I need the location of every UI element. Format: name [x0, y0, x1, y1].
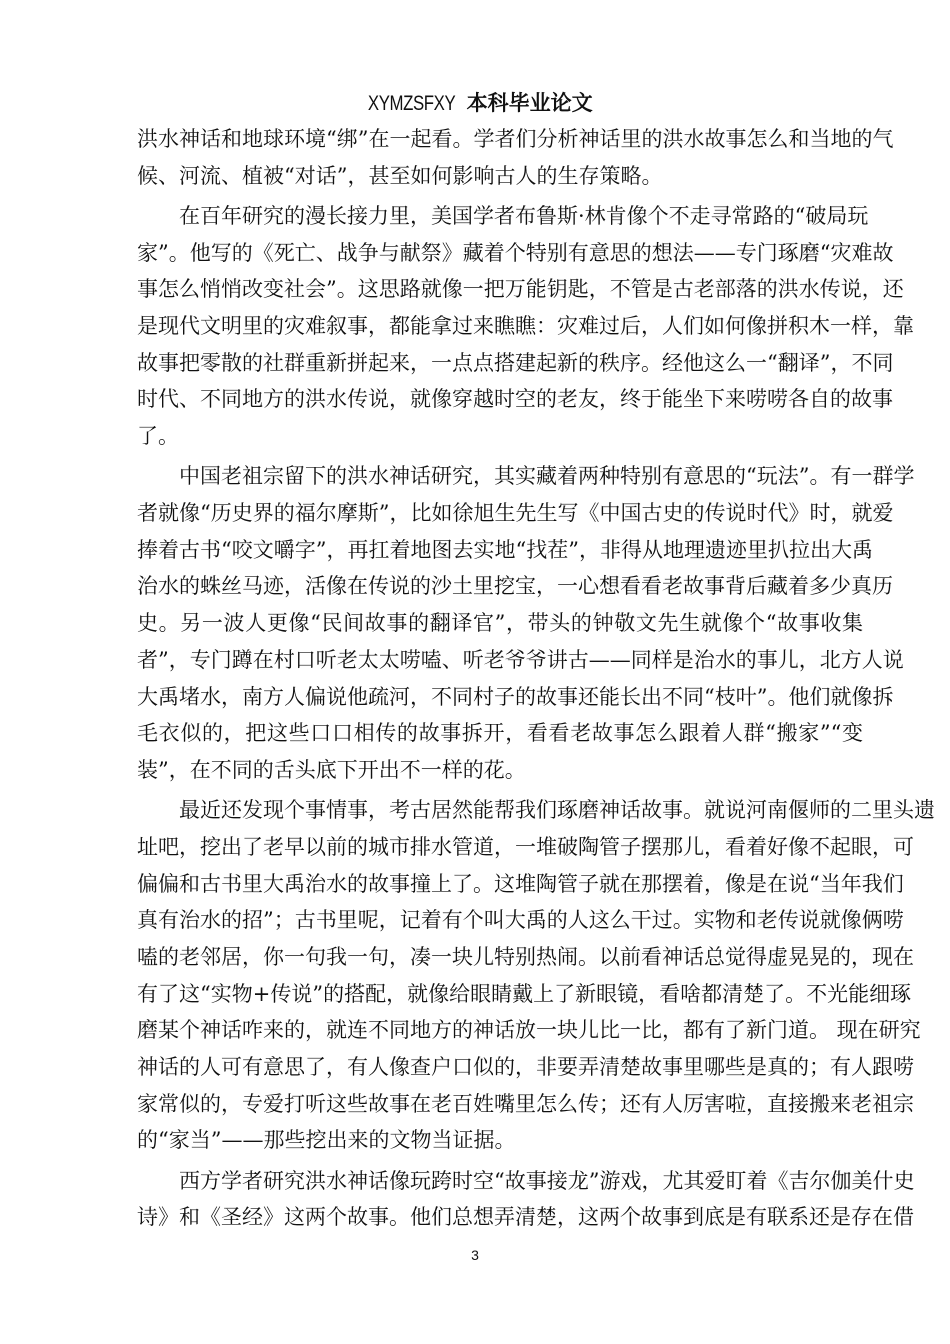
- text-line: 家常似的，专爱打听这些故事在老百姓嘴里怎么传；还有人厉害啦，直接搬来老祖宗: [137, 1091, 914, 1116]
- text-line: 西方学者研究洪水神话像玩跨时空“故事接龙”游戏，尤其爱盯着《吉尔伽美什史: [179, 1168, 915, 1193]
- document-body: [137, 121, 935, 1240]
- text-line: 者就像“历史界的福尔摩斯”，比如徐旭生先生写《中国古史的传说时代》时，就爱: [137, 501, 894, 526]
- text-line: 是现代文明里的灾难叙事，都能拿过来瞧瞧：灾难过后，人们如何像拼积木一样，靠: [137, 314, 914, 339]
- text-line: 捧着古书“咬文嚼字”，再扛着地图去实地“找茬”，非得从地理遗迹里扒拉出大禹: [137, 537, 873, 562]
- text-line: 事怎么悄悄改变社会”。这思路就像一把万能钥匙，不管是古老部落的洪水传说，还: [137, 277, 904, 302]
- text-line: 者”，专门蹲在村口听老太太唠嗑、听老爷爷讲古——同样是治水的事儿，北方人说: [137, 647, 904, 672]
- text-line: 大禹堵水，南方人偏说他疏河，不同村子的故事还能长出不同“枝叶”。他们就像拆: [137, 684, 894, 709]
- paragraph: [137, 121, 894, 194]
- text-line: 神话的人可有意思了，有人像查户口似的，非要弄清楚故事里哪些是真的；有人跟唠: [137, 1054, 914, 1079]
- text-line: 时代、不同地方的洪水传说，就像穿越时空的老友，终于能坐下来唠唠各自的故事: [137, 387, 893, 412]
- text-line: 址吧，挖出了老早以前的城市排水管道，一堆破陶管子摆那儿，看着好像不起眼，可: [137, 834, 914, 859]
- text-line: 真有治水的招”；古书里呢，记着有个叫大禹的人这么干过。实物和老传说就像俩唠: [137, 908, 904, 933]
- text-line: 故事把零散的社群重新拼起来，一点点搭建起新的秩序。经他这么一“翻译”，不同: [137, 350, 894, 375]
- text-line: 史。另一波人更像“民间故事的翻译官”，带头的钟敬文先生就像个“故事收集: [137, 611, 863, 636]
- page-header: [0, 88, 950, 119]
- text-line: 候、河流、植被“对话”，甚至如何影响古人的生存策略。: [137, 163, 663, 188]
- text-line: 的“家当”——那些挖出来的文物当证据。: [137, 1128, 516, 1153]
- header-title: 本科毕业论文: [466, 91, 593, 115]
- text-line: 了。: [137, 424, 179, 449]
- paragraph: [137, 198, 914, 455]
- page-number: 3: [471, 1247, 479, 1263]
- text-line: 装”，在不同的舌头底下开出不一样的花。: [137, 757, 526, 782]
- text-line: 毛衣似的，把这些口口相传的故事拆开，看看老故事怎么跟着人群“搬家”“变: [137, 721, 863, 746]
- text-line: 中国老祖宗留下的洪水神话研究，其实藏着两种特别有意思的“玩法”。有一群学: [179, 464, 915, 489]
- paragraph: [137, 458, 915, 788]
- school-code: XYMZSFXY: [368, 92, 456, 115]
- text-line: 在百年研究的漫长接力里，美国学者布鲁斯·林肯像个不走寻常路的“破局玩: [179, 203, 869, 228]
- text-line: 有了这“实物+传说”的搭配，就像给眼睛戴上了新眼镜，看啥都清楚了。不光能细琢: [137, 981, 912, 1006]
- text-line: 嗑的老邻居，你一句我一句，凑一块儿特别热闹。以前看神话总觉得虚晃晃的，现在: [137, 944, 914, 969]
- text-line: 磨某个神话咋来的，就连不同地方的神话放一块儿比一比，都有了新门道。 现在研究: [137, 1018, 921, 1043]
- paragraph: [137, 792, 935, 1159]
- paragraph: [137, 1163, 915, 1236]
- text-line: 家”。他写的《死亡、战争与献祭》藏着个特别有意思的想法——专门琢磨“灾难故: [137, 240, 894, 265]
- text-line: 最近还发现个事情事，考古居然能帮我们琢磨神话故事。就说河南偃师的二里头遗: [179, 798, 935, 823]
- text-line: 治水的蛛丝马迹，活像在传说的沙土里挖宝，一心想看看老故事背后藏着多少真历: [137, 574, 893, 599]
- text-line: 诗》和《圣经》这两个故事。他们总想弄清楚，这两个故事到底是有联系还是存在借: [137, 1205, 914, 1230]
- text-line: 偏偏和古书里大禹治水的故事撞上了。这堆陶管子就在那摆着，像是在说“当年我们: [137, 871, 904, 896]
- text-line: 洪水神话和地球环境“绑”在一起看。学者们分析神话里的洪水故事怎么和当地的气: [137, 127, 894, 151]
